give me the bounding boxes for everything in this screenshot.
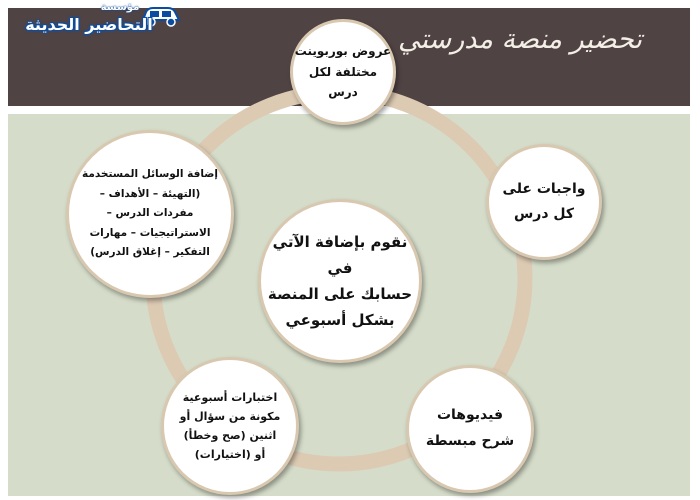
node-videos-text: فيديوهات شرح مبسطة (425, 407, 515, 449)
node-teaching-aids-text: إضافة الوسائل المستخدمة (التهيئة – الأهداف – مفردات الدرس – الاستراتيجيات – مهارات التفكير – إغلاق الدرس) (82, 168, 219, 259)
center-node (258, 199, 422, 363)
center-node-text: نقوم بإضافة الآتي في حسابك على المنصة بشكل أسبوعي (267, 232, 413, 330)
node-teaching-aids (66, 130, 234, 298)
node-powerpoint-text: عروض بوربوينت مختلفة لكل درس (294, 44, 392, 100)
node-quizzes-text: اختبارات أسبوعية مكونة من سؤال أو اثنين (صح وخطأ) أو (اختيارات) (179, 390, 281, 462)
logo-main-text: التحاضير الحديثة (25, 15, 153, 34)
node-homework-text: واجبات على كل درس (502, 180, 586, 222)
node-quizzes (161, 357, 299, 495)
logo-top-text: مؤسسة (100, 2, 140, 13)
node-powerpoint (290, 19, 396, 125)
node-videos (406, 365, 534, 493)
logo (0, 0, 186, 46)
node-homework (486, 144, 602, 260)
page-title: تحضير منصة مدرستي (397, 24, 642, 55)
